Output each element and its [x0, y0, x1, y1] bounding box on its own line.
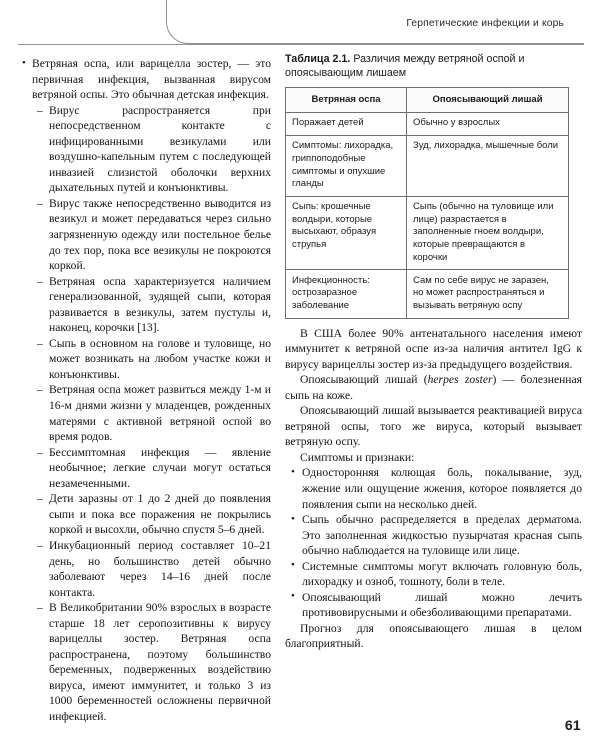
left-text-column [21, 56, 271, 725]
sub-bullet-text: Бессимптомная инфекция — явление необычное; легкие случаи могут остаться незамеченными. [49, 445, 271, 490]
dash-marker-icon: – [37, 445, 43, 459]
paragraph-symptoms-heading: Симптомы и признаки: [300, 450, 415, 464]
left-sub-bullet-list [32, 103, 271, 725]
sub-bullet-text: Дети заразны от 1 до 2 дней до появления сыпи и пока все поражения не покрылись коркой и высохли, обычно спустя 5–6 дней. [49, 492, 271, 537]
comparison-table [285, 87, 569, 318]
table-row [286, 135, 569, 196]
list-item [37, 382, 271, 444]
sub-bullet-text: Инкубационный период составляет 10–21 день, но большинство детей обычно заболевают через 14–16 дней после контакта. [49, 538, 271, 599]
bullet-text: Опоясывающий лишай можно лечить противовирусными и обезболивающими препаратами. [302, 590, 582, 620]
dash-marker-icon: – [37, 492, 43, 506]
list-item [37, 600, 271, 724]
bullet-marker-icon: • [291, 559, 295, 572]
bullet-marker-icon: • [291, 590, 295, 603]
table-head [286, 88, 569, 112]
table-row [286, 112, 569, 135]
right-body-text [285, 326, 582, 652]
table-cell-shingles: Зуд, лихорадка, мышечные боли [407, 135, 569, 196]
list-item [37, 103, 271, 196]
list-item [37, 538, 271, 600]
dash-marker-icon: – [37, 601, 43, 615]
table-caption-number: Таблица 2.1. [285, 53, 351, 65]
list-item [290, 590, 582, 621]
list-item [37, 491, 271, 538]
paragraph-us-immunity: В США более 90% антенатального населения имеют иммунитет к ветряной оспе из-за наличия антител IgG к вирусу варицеллы зостер из-за предыдущего воздействия. [285, 326, 582, 371]
table-body [286, 112, 569, 318]
column-header-chickenpox: Ветряная оспа [286, 88, 407, 112]
bullet-text: Системные симптомы могут включать головную боль, лихорадку и озноб, тошноту, боли в теле. [302, 559, 582, 589]
right-text-column [285, 52, 582, 652]
right-bullet-list [285, 465, 582, 620]
sub-bullet-text: Вирус распространяется при непосредственном контакте с инфицированными везикулами или воздушно-капельным путем с последующей инвазией слизистой оболочки верхних дыхательных путей и конъюнктивы. [49, 103, 271, 195]
paragraph-text-before-italic: Опоясывающий лишай ( [300, 373, 428, 387]
table-cell-shingles: Сам по себе вирус не заразен, но может распространяться и вызывать ветряную оспу [407, 270, 569, 318]
header-tab-mask [584, 0, 600, 44]
list-item [37, 336, 271, 383]
paragraph-reactivation: Опоясывающий лишай вызывается реактивацией вируса ветряной оспы, того же вируса, который вызывает ветряную оспу. [285, 404, 582, 449]
column-header-shingles: Опоясывающий лишай [407, 88, 569, 112]
latin-term-herpes-zoster: herpes zoster [427, 373, 493, 387]
list-item [21, 56, 271, 725]
dash-marker-icon: – [37, 196, 43, 210]
bullet-marker-icon: • [291, 512, 295, 525]
running-title: Герпетические инфекции и корь [406, 18, 564, 29]
bullet-text: Ветряная оспа, или варицелла зостер, — это первичная инфекция, вызванная вирусом ветряной оспы. Это обычная детская инфекция. [32, 57, 271, 102]
table-cell-chickenpox: Поражает детей [286, 112, 407, 135]
header-divider-rule [18, 44, 584, 45]
sub-bullet-text: Ветряная оспа характеризуется наличием генерализованной, зудящей сыпи, которая развивается в везикулы, затем пустулы и, наконец, корочки [13]. [49, 274, 271, 335]
paragraph-shingles-definition [285, 372, 582, 403]
table-caption-text: Различия между ветряной оспой и опоясывающим лишаем [285, 53, 525, 80]
bullet-marker-icon: • [291, 465, 295, 478]
bullet-text: Сыпь обычно распределяется в пределах дерматома. Это заполненная жидкостью пузырчатая красная сыпь обычно наблюдается на туловище или лице. [302, 513, 582, 558]
sub-bullet-text: Вирус также непосредственно выводится из везикул и может передаваться через сильно загрязненную одежду или постельное белье до тех пор, пока все везикулы не покроются коркой. [49, 196, 271, 273]
table-cell-chickenpox: Симптомы: лихорадка, гриппоподобные симптомы и опухшие гланды [286, 135, 407, 196]
table-cell-chickenpox: Инфекционность: острозаразное заболевание [286, 270, 407, 318]
list-item [290, 559, 582, 590]
dash-marker-icon: – [37, 103, 43, 117]
table-header-row [286, 88, 569, 112]
sub-bullet-text: Ветряная оспа может развиться между 1-м и 16-м днями жизни у младенцев, рожденных матерями с активной ветряной оспой во время родов. [49, 383, 271, 444]
list-item [37, 274, 271, 336]
bullet-text: Односторонняя колющая боль, покалывание, зуд, жжение или ощущение жжения, которое появляется до появления сыпи на несколько дней. [302, 466, 582, 511]
list-item [290, 465, 582, 512]
running-header [0, 0, 600, 46]
paragraph-prognosis: Прогноз для опоясывающего лишая в целом благоприятный. [285, 621, 582, 651]
list-item [37, 196, 271, 274]
list-item [37, 445, 271, 492]
table-cell-chickenpox: Сыпь: крошечные волдыри, которые высыхают, образуя струпья [286, 196, 407, 269]
dash-marker-icon: – [37, 274, 43, 288]
table-cell-shingles: Сыпь (обычно на туловище или лице) разрастается в заполненные гноем волдыри, которые превращаются в корочки [407, 196, 569, 269]
dash-marker-icon: – [37, 383, 43, 397]
sub-bullet-text: Сыпь в основном на голове и туловище, но может возникать на любом участке кожи и конъюнктивы. [49, 336, 271, 381]
sub-bullet-text: В Великобритании 90% взрослых в возрасте старше 18 лет серопозитивны к вирусу варицеллы зостер. Ветряная оспа распространена, поэтому большинство беременных, подверженных воздействию вируса, имеют иммунитет, и только 3 из 1000 беременностей осложнены первичной инфекцией. [49, 601, 271, 723]
list-item [290, 512, 582, 559]
table-row [286, 270, 569, 318]
left-bullet-list [21, 56, 271, 725]
bullet-marker-icon: • [22, 56, 26, 69]
paragraph-text-after-italic: ) — болезненная сыпь на коже. [285, 373, 582, 402]
dash-marker-icon: – [37, 538, 43, 552]
table-caption [285, 52, 582, 80]
page-number: 61 [564, 717, 581, 733]
table-cell-shingles: Обычно у взрослых [407, 112, 569, 135]
dash-marker-icon: – [37, 336, 43, 350]
table-row [286, 196, 569, 269]
